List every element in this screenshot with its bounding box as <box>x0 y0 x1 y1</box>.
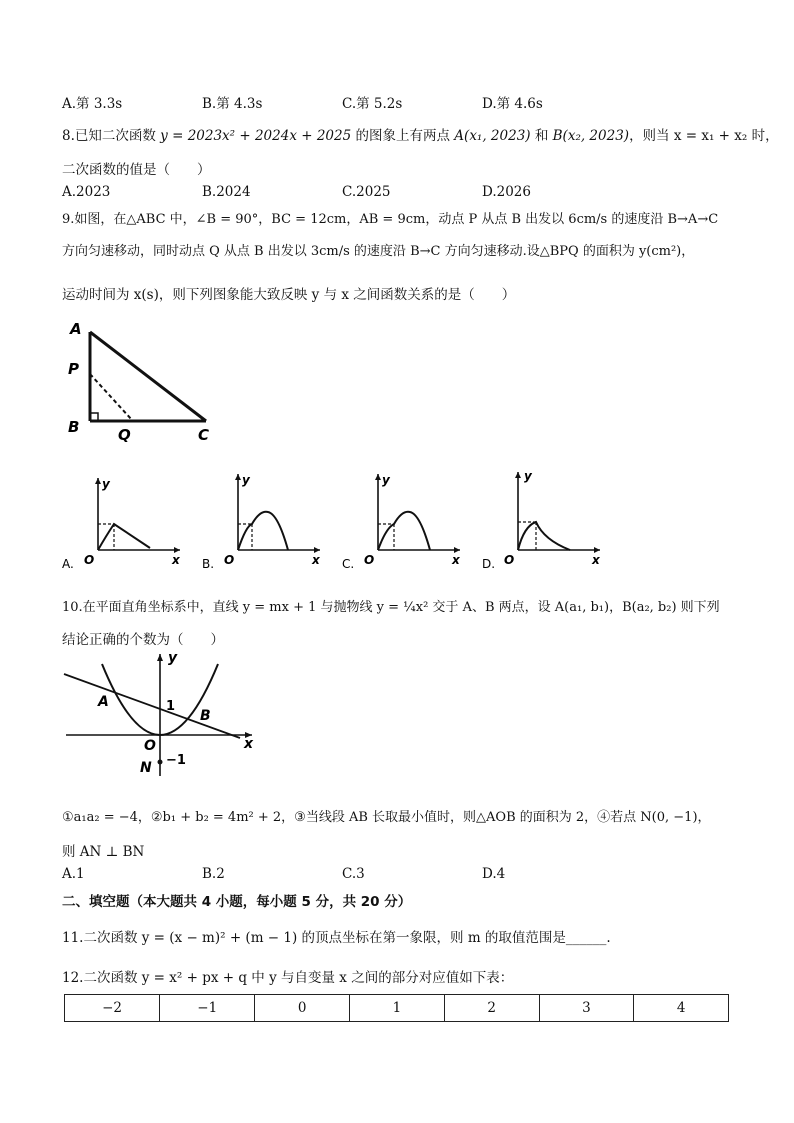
q10-stem-line1: 10.在平面直角坐标系中，直线 y = mx + 1 与抛物线 y = ¼x² 交于 A、B 两点，设 A(a₁, b₁)，B(a₂, b₂) 则下列 <box>62 600 720 615</box>
label-neg1: −1 <box>166 753 186 768</box>
x-label: x <box>312 553 320 567</box>
q10-option-c: C.3 <box>342 866 365 882</box>
q9-graph-b <box>202 466 332 576</box>
y-label: y <box>382 473 390 487</box>
option-label: C. <box>342 557 355 571</box>
q8-point-a: A(x₁, 2023) <box>454 128 531 144</box>
q10-stem-line2: 结论正确的个数为（ ） <box>62 632 224 648</box>
y-label: y <box>524 469 532 483</box>
option-label: D. <box>482 557 496 571</box>
label-one: 1 <box>166 699 176 714</box>
q10-option-b: B.2 <box>202 866 225 882</box>
q11-stem: 11.二次函数 y = (x − m)² + (m − 1) 的顶点坐标在第一象限，则 m 的取值范围是______. <box>62 930 611 946</box>
table-cell: −1 <box>160 995 255 1022</box>
table-cell: 4 <box>634 995 729 1022</box>
y-arrow-icon <box>375 474 381 480</box>
q8-stem-line2: 二次函数的值是（ ） <box>62 162 211 178</box>
point-n <box>158 760 163 765</box>
q8-option-a: A.2023 <box>62 184 111 200</box>
y-label: y <box>242 473 250 487</box>
origin-label: O <box>224 553 235 567</box>
q9-graph-a <box>62 466 192 576</box>
label-n: N <box>140 760 152 776</box>
q8-option-c: C.2025 <box>342 184 391 200</box>
q10-statements: ①a₁a₂ = −4，②b₁ + b₂ = 4m² + 2，③当线段 AB 长取最小值时，则△AOB 的面积为 2，④若点 N(0, −1)， <box>62 810 711 825</box>
q8-point-b: B(x₂, 2023) <box>552 128 630 144</box>
q12-value-table <box>64 994 729 1022</box>
label-c: C <box>198 426 210 444</box>
table-row <box>65 995 729 1022</box>
q9-stem-line2: 方向匀速移动，同时动点 Q 从点 B 出发以 3cm/s 的速度沿 B→C 方向匀速移动.设△BPQ 的面积为 y(cm²)， <box>62 244 695 259</box>
table-cell: 2 <box>444 995 539 1022</box>
q10-figure <box>62 648 262 780</box>
q8-and: 和 <box>530 128 553 144</box>
y-arrow-icon <box>235 474 241 480</box>
line-ab <box>64 674 240 738</box>
label-q: Q <box>118 426 131 444</box>
table-cell: 0 <box>255 995 350 1022</box>
label-b: B <box>200 708 211 724</box>
origin-label: O <box>364 553 375 567</box>
table-cell: −2 <box>65 995 160 1022</box>
label-o: O <box>144 738 156 754</box>
label-b: B <box>68 418 80 436</box>
table-cell: 3 <box>539 995 634 1022</box>
origin-label: O <box>504 553 515 567</box>
q7-option-b: B.第 4.3s <box>202 96 263 112</box>
q10-option-d: D.4 <box>482 866 506 882</box>
q10-option-a: A.1 <box>62 866 85 882</box>
option-label: A. <box>62 557 74 571</box>
q8-prefix: 8.已知二次函数 <box>62 128 161 144</box>
curve <box>378 512 430 550</box>
y-arrow-icon <box>157 654 163 661</box>
q9-stem-line1: 9.如图，在△ABC 中，∠B = 90°，BC = 12cm，AB = 9cm，动点 P 从点 B 出发以 6cm/s 的速度沿 B→A→C <box>62 212 719 227</box>
x-label: x <box>172 553 180 567</box>
y-arrow-icon <box>95 478 101 484</box>
side-ac <box>90 332 206 421</box>
y-label: y <box>102 477 110 491</box>
option-label: B. <box>202 557 215 571</box>
q7-option-d: D.第 4.6s <box>482 96 543 112</box>
origin-label: O <box>84 553 95 567</box>
section-title-fill-in: 二、填空题（本大题共 4 小题，每小题 5 分，共 20 分） <box>62 894 412 910</box>
q8-option-d: D.2026 <box>482 184 531 200</box>
q9-triangle-figure <box>62 314 232 444</box>
curve <box>98 524 150 550</box>
label-a: A <box>98 694 109 710</box>
q9-stem-line3: 运动时间为 x(s)，则下列图象能大致反映 y 与 x 之间函数关系的是（ ） <box>62 287 516 303</box>
q10-statement-4-cont: 则 AN ⊥ BN <box>62 844 145 860</box>
label-p: P <box>68 360 79 378</box>
q12-stem: 12.二次函数 y = x² + px + q 中 y 与自变量 x 之间的部分对应值如下表： <box>62 970 514 986</box>
q8-function: y = 2023x² + 2024x + 2025 <box>160 128 352 144</box>
y-arrow-icon <box>515 472 521 478</box>
q7-option-a: A.第 3.3s <box>62 96 123 112</box>
x-label: x <box>244 736 254 752</box>
curve <box>518 522 570 550</box>
q8-option-b: B.2024 <box>202 184 251 200</box>
x-label: x <box>452 553 460 567</box>
q9-graph-c <box>342 466 472 576</box>
q7-option-c: C.第 5.2s <box>342 96 403 112</box>
table-cell: 1 <box>350 995 445 1022</box>
q8-tail: ，则当 x = x₁ + x₂ 时， <box>629 128 779 144</box>
q8-stem-line1 <box>62 124 779 144</box>
y-label: y <box>168 650 178 666</box>
x-label: x <box>592 553 600 567</box>
q8-mid: 的图象上有两点 <box>351 128 455 144</box>
q9-graph-d <box>482 466 612 576</box>
label-a: A <box>70 320 82 338</box>
curve <box>238 512 288 550</box>
